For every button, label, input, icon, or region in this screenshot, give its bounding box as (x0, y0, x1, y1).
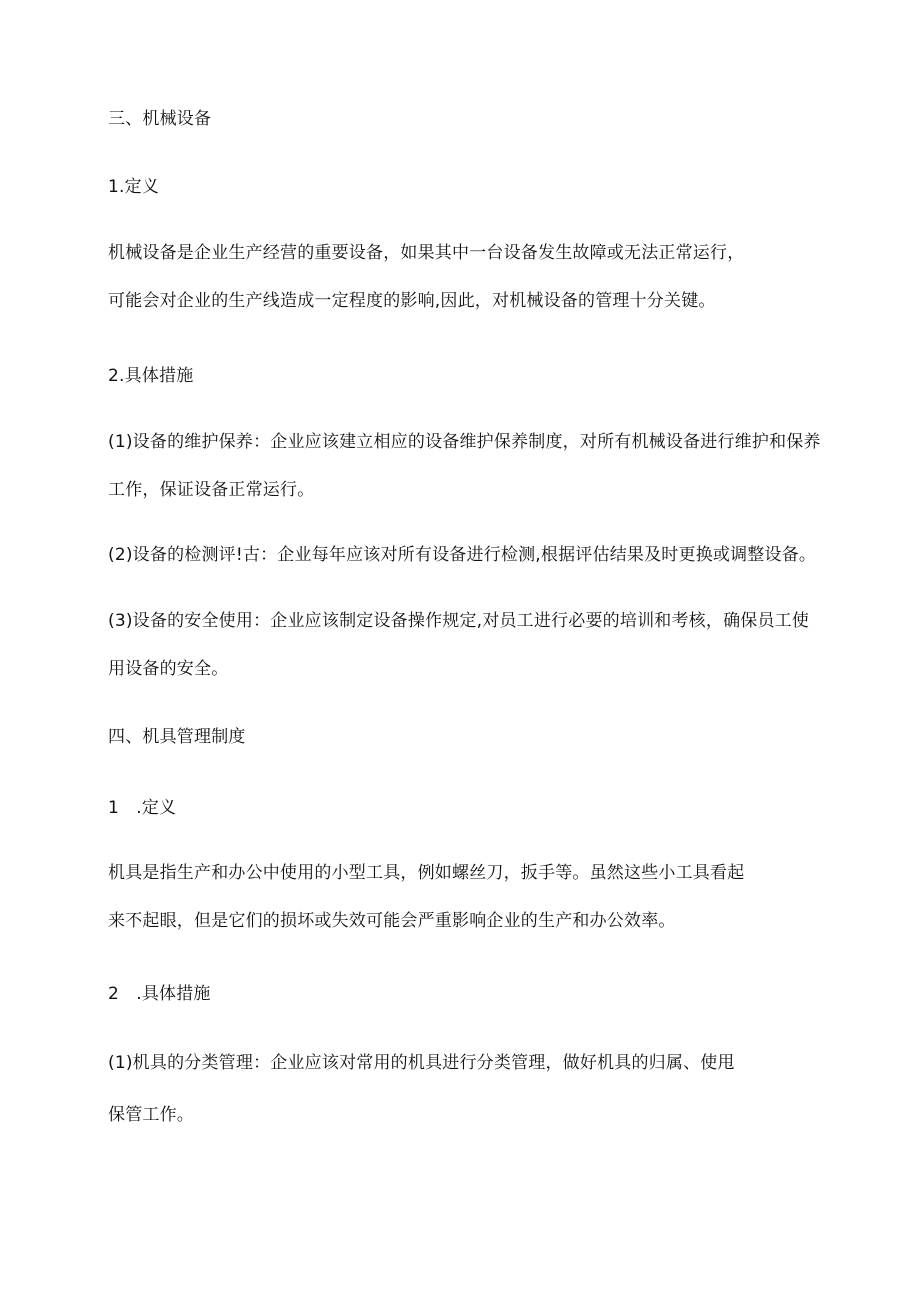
paragraph-line: 用设备的安全。 (108, 659, 229, 679)
paragraph-line: (3)设备的安全使用：企业应该制定设备操作规定,对员工进行必要的培训和考核，确保员工使 (108, 611, 810, 631)
subheading-definition: 1 .定义 (108, 798, 177, 818)
subheading-definition: 1.定义 (108, 177, 160, 197)
paragraph-line: 工作，保证设备正常运行。 (108, 480, 315, 500)
subheading-measures: 2 .具体措施 (108, 984, 211, 1004)
paragraph-line: (1)机具的分类管理：企业应该对常用的机具进行分类管理，做好机具的归属、使甩 (108, 1053, 735, 1073)
subheading-measures: 2.具体措施 (108, 366, 194, 386)
paragraph-line: 可能会对企业的生产线造成一定程度的影响,因此，对机械设备的管理十分关键。 (108, 291, 716, 311)
paragraph-line: 机具是指生产和办公中使用的小型工具，例如螺丝刀，扳手等。虽然这些小工具看起 (108, 863, 745, 883)
paragraph-line: (1)设备的维护保养：企业应该建立相应的设备维护保养制度，对所有机械设备进行维护和保养 (108, 432, 821, 452)
paragraph-line: (2)设备的检测评!古：企业每年应该对所有设备进行检测,根据评估结果及时更换或调整设备。 (108, 545, 817, 565)
paragraph-line: 来不起眼，但是它们的损坏或失效可能会严重影响企业的生产和办公效率。 (108, 911, 676, 931)
paragraph-line: 机械设备是企业生产经营的重要设备，如果其中一台设备发生故障或无法正常运行， (108, 243, 745, 263)
paragraph-line: 保管工作。 (108, 1105, 194, 1125)
section-heading-tools: 四、机具管理制度 (108, 727, 246, 747)
section-heading-machinery: 三、机械设备 (108, 109, 212, 129)
